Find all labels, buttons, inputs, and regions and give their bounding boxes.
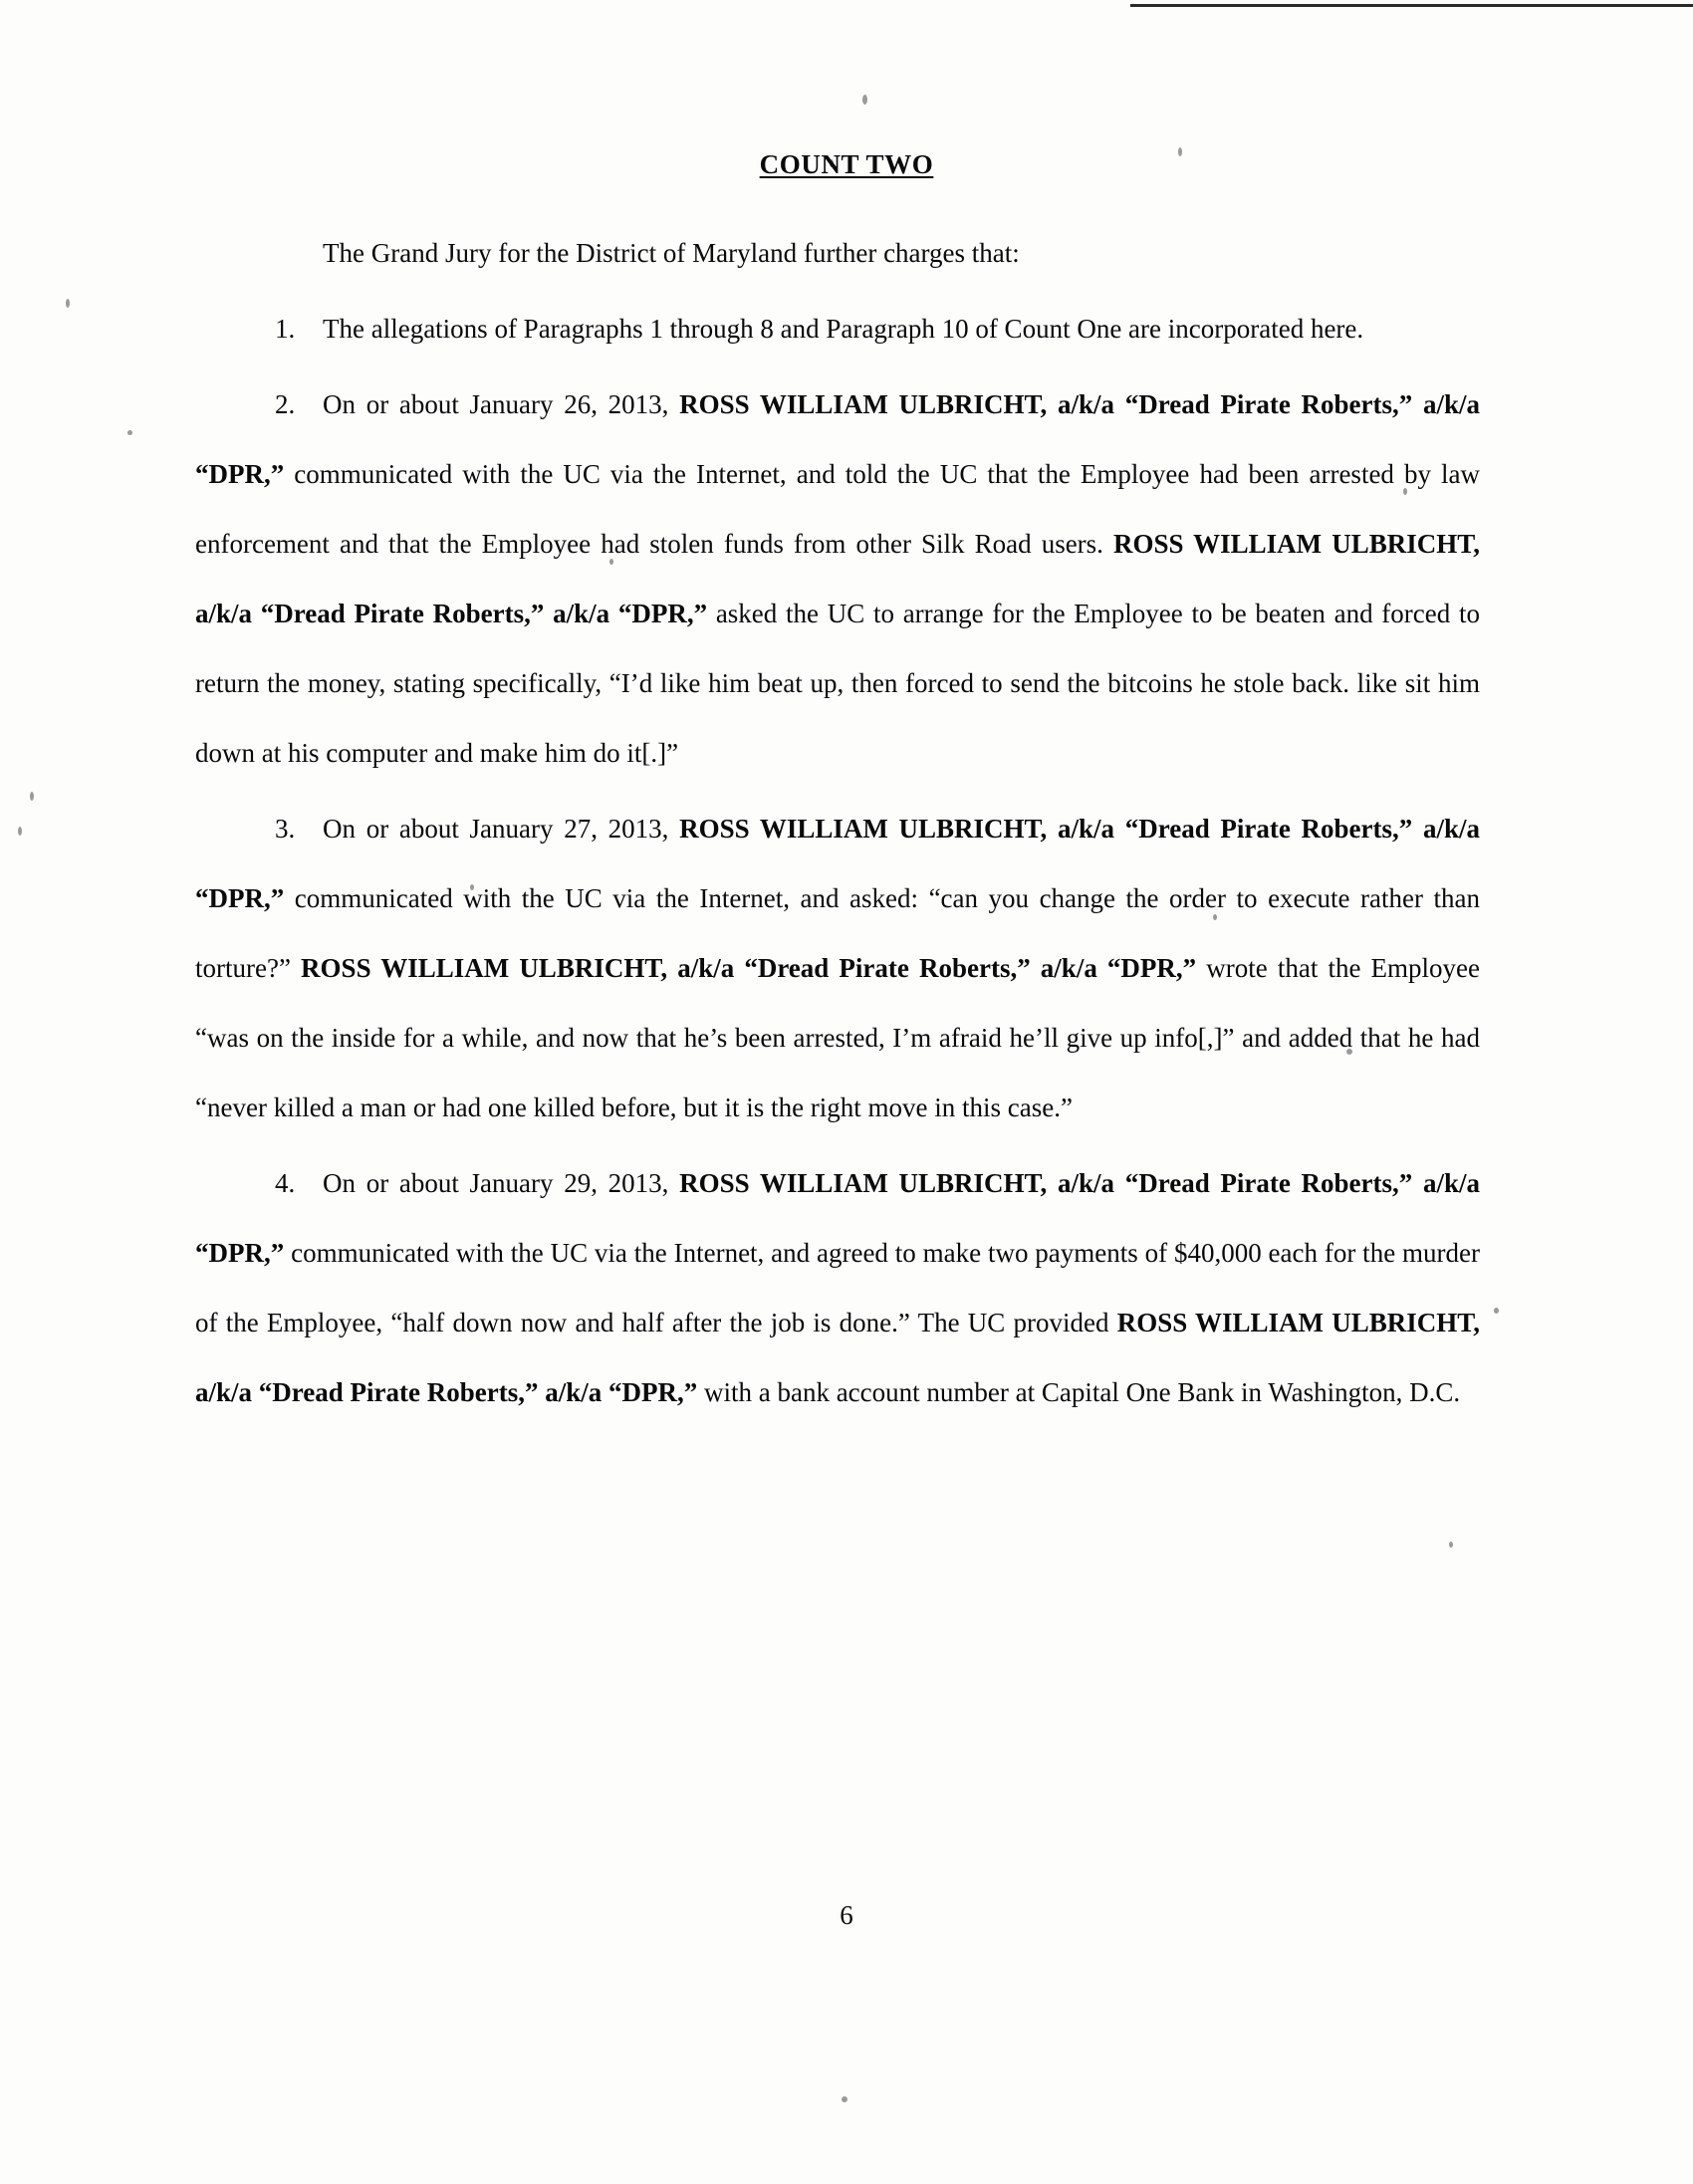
scan-speck: [1494, 1308, 1499, 1314]
scan-speck: [1449, 1542, 1453, 1548]
page-title: COUNT TWO: [759, 149, 934, 179]
numbered-paragraph-3: [195, 794, 1480, 1142]
paragraph-number-1: 1.: [275, 314, 296, 344]
scan-edge-line: [1130, 4, 1693, 7]
preamble-paragraph: [195, 218, 1480, 288]
paragraph-2-defendant-name-2: ROSS WILLIAM ULBRICHT, a/k/a “Dread Pirate Roberts,” a/k/a “DPR,”: [195, 529, 1481, 628]
scan-speck: [66, 299, 70, 308]
paragraph-4-segment-3: with a bank account number at Capital One Bank in Washington, D.C.: [697, 1377, 1461, 1407]
scan-speck: [842, 2096, 847, 2102]
paragraph-3-defendant-name-1: ROSS WILLIAM ULBRICHT, a/k/a “Dread Pirate Roberts,” a/k/a “DPR,”: [195, 814, 1480, 913]
paragraph-2-segment-2: communicated with the UC via the Internet, and told the UC that the Employee had been arrested by law enforcement and that the Employee had stolen funds from other Silk Road users.: [195, 459, 1480, 559]
numbered-paragraph-1: [195, 294, 1480, 364]
paragraph-number-4: 4.: [275, 1168, 296, 1198]
paragraph-number-3: 3.: [275, 814, 296, 844]
paragraph-2-segment-1: On or about January 26, 2013,: [323, 389, 680, 419]
page-number: 6: [840, 1900, 853, 1930]
paragraph-3-defendant-name-2: ROSS WILLIAM ULBRICHT, a/k/a “Dread Pirate Roberts,” a/k/a “DPR,”: [301, 953, 1197, 983]
paragraph-3-segment-3: wrote that the Employee “was on the inside for a while, and now that he’s been arrested, I’m afraid he’ll give up info[,]” and added that he had “never killed a man or had one killed before, but it is the right move in this case.”: [195, 953, 1480, 1122]
scan-speck: [127, 430, 132, 435]
numbered-paragraph-2: [195, 369, 1480, 788]
paragraph-2-segment-3: asked the UC to arrange for the Employee to be beaten and forced to return the money, stating specifically, “I’d like him beat up, then forced to send the bitcoins he stole back. like sit him down at his computer and make him do it[.]”: [195, 599, 1480, 768]
paragraph-3-segment-1: On or about January 27, 2013,: [323, 814, 680, 844]
paragraph-4-segment-1: On or about January 29, 2013,: [323, 1168, 680, 1198]
paragraph-number-2: 2.: [275, 389, 296, 419]
scan-speck: [862, 95, 867, 105]
paragraph-4-segment-2: communicated with the UC via the Internet, and agreed to make two payments of $40,000 each for the murder of the Employee, “half down now and half after the job is done.” The UC provided: [195, 1238, 1480, 1337]
paragraph-3-segment-2: communicated with the UC via the Internet, and asked: “can you change the order to execute rather than torture?”: [195, 883, 1480, 983]
preamble-text: The Grand Jury for the District of Maryland further charges that:: [323, 238, 1020, 268]
scan-speck: [30, 792, 34, 801]
numbered-paragraph-4: [195, 1148, 1480, 1427]
document-body: [195, 149, 1480, 1433]
paragraph-2-defendant-name-1: ROSS WILLIAM ULBRICHT, a/k/a “Dread Pirate Roberts,” a/k/a “DPR,”: [195, 389, 1480, 489]
paragraph-4-defendant-name-1: ROSS WILLIAM ULBRICHT, a/k/a “Dread Pirate Roberts,” a/k/a “DPR,”: [195, 1168, 1480, 1268]
paragraph-text-1: The allegations of Paragraphs 1 through 8 and Paragraph 10 of Count One are incorporated here.: [323, 314, 1364, 344]
scan-speck: [18, 827, 22, 836]
paragraph-4-defendant-name-2: ROSS WILLIAM ULBRICHT, a/k/a “Dread Pirate Roberts,” a/k/a “DPR,”: [195, 1308, 1480, 1407]
